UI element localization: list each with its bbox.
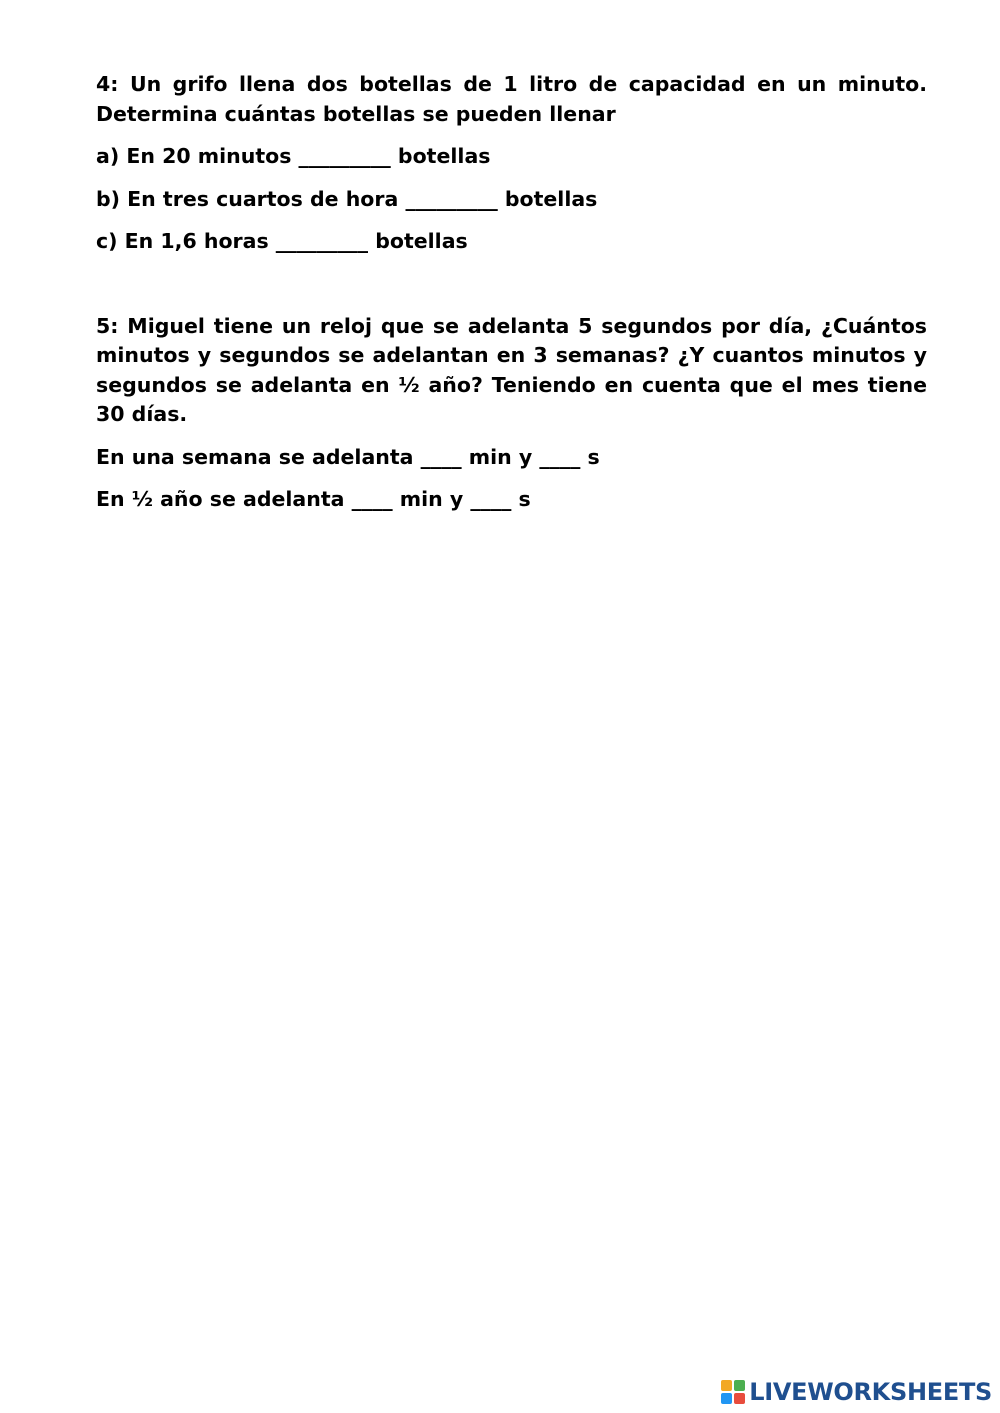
liveworksheets-logo-icon <box>721 1380 745 1404</box>
logo-square-green <box>734 1380 745 1391</box>
liveworksheets-wordmark: LIVEWORKSHEETS <box>749 1378 992 1406</box>
liveworksheets-branding <box>721 1377 992 1407</box>
problem-4-item-a: a) En 20 minutos _________ botellas <box>96 144 491 168</box>
logo-square-red <box>734 1393 745 1404</box>
problem-5-answer-half-year: En ½ año se adelanta ____ min y ____ s <box>96 487 531 511</box>
problem-5-answer-week: En una semana se adelanta ____ min y ____ s <box>96 444 600 469</box>
problem-4-item-b: b) En tres cuartos de hora _________ botellas <box>96 186 598 211</box>
worksheet <box>96 70 927 515</box>
problem-4-statement: 4: Un grifo llena dos botellas de 1 litro de capacidad en un minuto. Determina cuántas botellas se pueden llenar <box>96 72 927 126</box>
problem-4-item-c: c) En 1,6 horas _________ botellas <box>96 229 468 253</box>
problem-5-statement: 5: Miguel tiene un reloj que se adelanta 5 segundos por día, ¿Cuántos minutos y segundos se adelantan en 3 semanas? ¿Y cuantos minutos y segundos se adelanta en ½ año? Teniendo en cuenta que el mes tiene 30 días. <box>96 313 927 426</box>
logo-square-blue <box>721 1393 732 1404</box>
logo-square-orange <box>721 1380 732 1391</box>
